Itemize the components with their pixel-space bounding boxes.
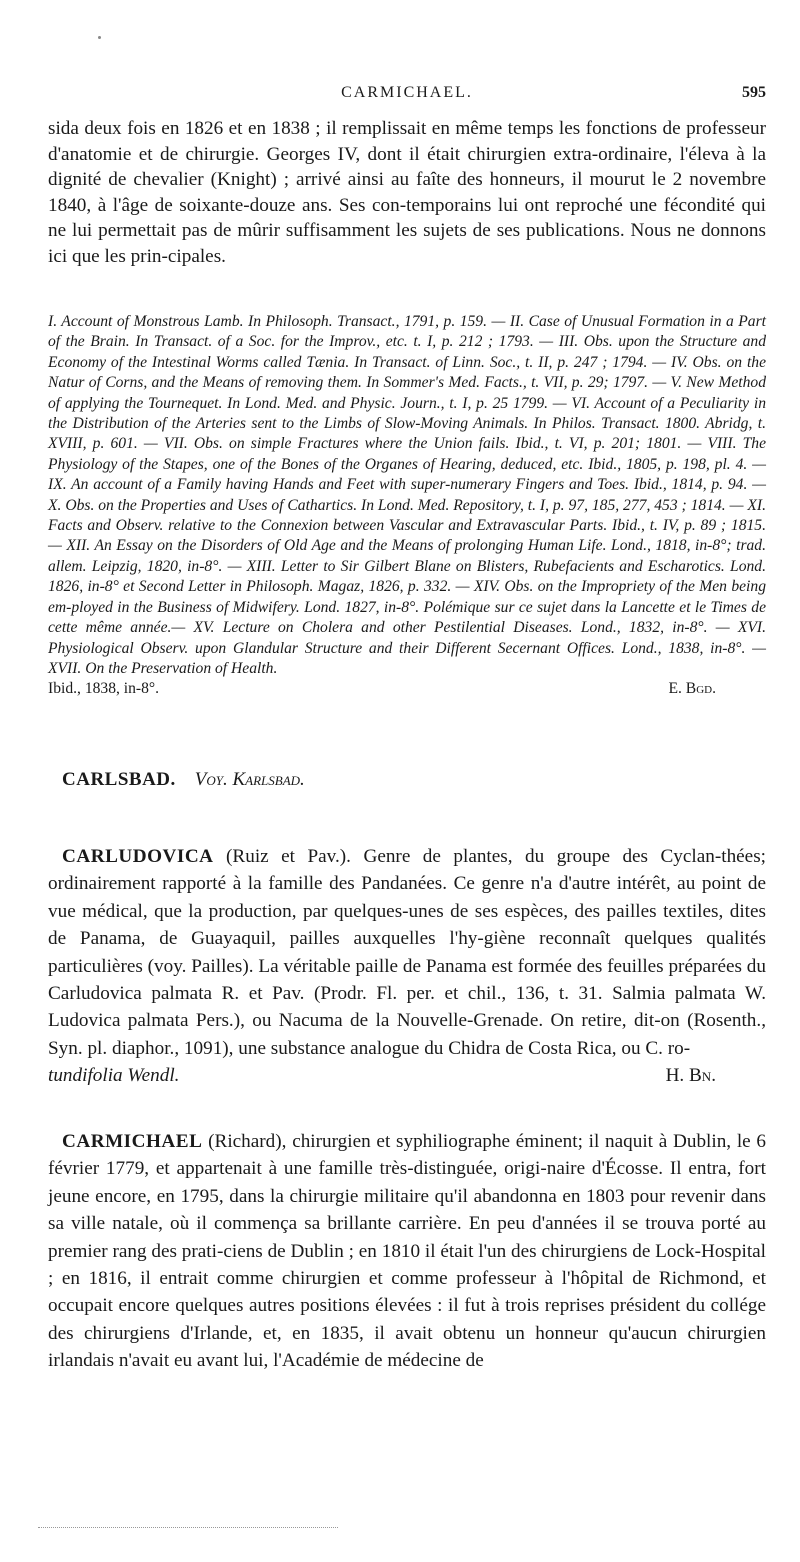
carmichael-text: (Richard), chirurgien et syphiliographe éminent; il naquit à Dublin, le 6 février 1779, et appartenait à une famille très-distinguée, origi-naire d'Écosse. Il entra, fort jeune encore, en 1795, dans la chirurgie militaire qu'il abandonna en 1803 pour revenir dans sa ville natale, où il commença sa brillante carrière. En peu d'années il se trouva porté au premier rang des prati-ciens de Dublin ; en 1810 il était l'un des chirurgiens de Lock-Hospital ; en 1816, il entrait comme chirurgien et comme professeur à l'hôpital de Richmond, et occupait encore quelques autres positions élevées : il fut à trois reprises président du collége des chirurgiens d'Irlande, et, en 1835, il avait obtenu un honneur qu'aucun chirurgien irlandais n'avait eu avant lui, l'Académie de médecine de: [48, 1131, 767, 1372]
page-number: 595: [742, 84, 766, 101]
carludovica-signature: H. Bn.: [665, 1065, 716, 1087]
bibliography-closing-line: [48, 679, 766, 699]
bibliography-text: I. Account of Monstrous Lamb. In Philosoph. Transact., 1791, p. 159. — II. Case of Unusual Formation in a Part of the Brain. In Transact. of a Soc. for the Improv., etc. t. I, p. 212 ; 1793. — III. Obs. upon the Structure and Economy of the Intestinal Worms called Tænia. In Transact. of Linn. Soc., t. II, p. 247 ; 1794. — IV. Obs. on the Natur of Corns, and the Means of removing them. In Sommer's Med. Facts., t. VII, p. 29; 1797. — V. New Method of applying the Tournequet. In Lond. Med. and Physic. Journ., t. I, p. 25 1799. — VI. Account of a Peculiarity in the Distribution of the Arteries sent to the Limbs of Slow-Moving Animals. In Philos. Transact. 1800. Abridg, t. XVIII, p. 601. — VII. Obs. on simple Fractures where the Union fails. Ibid., t. VI, p. 201; 1801. — VIII. The Physiology of the Stapes, one of the Bones of the Organes of Hearing, deduced, etc. Ibid., 1805, p. 198, pl. 4. — IX. An account of a Family having Hands and Feet with super-numerary Fingers and Toes. Ibid., 1814, p. 94. — X. Obs. on the Properties and Uses of Cathartics. In Lond. Med. Repository, t. I, p. 97, 185, 277, 453 ; 1814. — XI. Facts and Observ. relative to the Connexion between Vascular and Extravascular Parts. Ibid., t. IV, p. 89 ; 1815. — XII. An Essay on the Disorders of Old Age and the Means of prolonging Human Life. Lond., 1818, in-8°; trad. allem. Leipzig, 1820, in-8°. — XIII. Letter to Sir Gilbert Blane on Blisters, Rubefacients and Escharotics. Lond. 1826, in-8° et Second Letter in Philosoph. Magaz, 1826, p. 332. — XIV. Obs. on the Impropriety of the Men being em-ployed in the Business of Midwifery. Lond. 1827, in-8°. Polémique sur ce sujet dans la Lancette et le Times de cette même année.— XV. Lecture on Cholera and other Pestilential Diseases. Lond., 1832, in-8°. — XVI. Physiological Observ. upon Glandular Structure and their Different Secernant Offices. Lond., 1838, in-8°. — XVII. On the Preservation of Health.: [48, 313, 766, 677]
carlsbad-headword: CARLSBAD.: [62, 769, 176, 790]
bottom-smudge: [38, 1527, 338, 1528]
carmichael-entry: [48, 1128, 766, 1375]
bibliography-block: [48, 312, 766, 700]
running-head: [48, 84, 766, 110]
carludovica-closing-line: [48, 1062, 766, 1089]
carlsbad-cross-reference: Voy. Karlsbad.: [194, 769, 305, 790]
carludovica-entry: [48, 843, 766, 1090]
carmichael-headword: CARMICHAEL: [62, 1131, 203, 1152]
bibliography-last-line: Ibid., 1838, in-8°.: [48, 680, 160, 698]
carlsbad-entry: [62, 769, 305, 791]
bibliography-signature: E. Bgd.: [668, 680, 716, 698]
intro-paragraph: [48, 116, 766, 270]
carludovica-text: (Ruiz et Pav.). Genre de plantes, du groupe des Cyclan-thées; ordinairement rapporté à la famille des Pandanées. Ce genre n'a d'autre intérêt, au point de vue médical, que la production, par quelques-unes de ses espèces, des pailles textiles, dites de Panama, de Guayaquil, pailles auxquelles l'hy-giène reconnaît quelques qualités particulières (voy. Pailles). La véritable paille de Panama est formée des feuilles préparées du Carludovica palmata R. et Pav. (Prodr. Fl. per. et chil., 136, t. 31. Salmia palmata W. Ludovica palmata Pers.), ou Nacuma de la Nouvelle-Grenade. On retire, dit-on (Rosenth., Syn. pl. diaphor., 1091), une substance analogue du Chidra de Costa Rica, ou C. ro-: [48, 846, 766, 1059]
carludovica-last-line: tundifolia Wendl.: [48, 1065, 180, 1087]
intro-paragraph-text: sida deux fois en 1826 et en 1838 ; il remplissait en même temps les fonctions de professeur d'anatomie et de chirurgie. Georges IV, dont il était chirurgien extra-ordinaire, l'éleva à la dignité de chevalier (Knight) ; arrivé ainsi au faîte des honneurs, il mourut le 2 novembre 1840, à l'âge de soixante-douze ans. Ses con-temporains lui ont reproché une fécondité qui ne lui permettait pas de mûrir suffisamment les sujets de ses publications. Nous ne donnons ici que les prin-cipales.: [48, 118, 766, 267]
print-speck: [98, 36, 101, 39]
running-head-title: CARMICHAEL.: [341, 84, 473, 101]
carludovica-headword: CARLUDOVICA: [62, 846, 214, 867]
